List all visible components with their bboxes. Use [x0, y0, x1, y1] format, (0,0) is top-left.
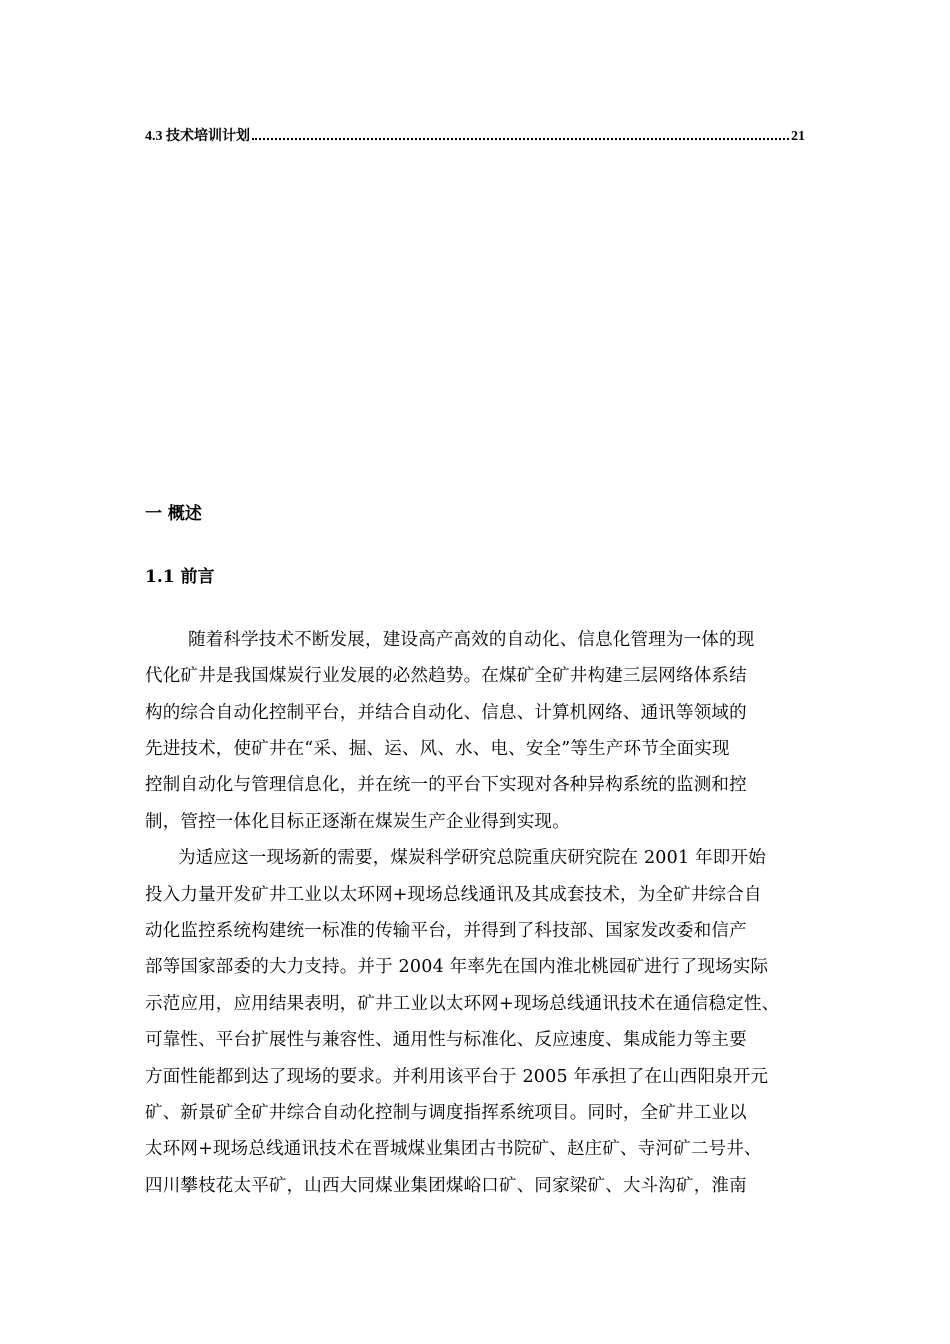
toc-entry-page-number: 21 — [791, 129, 805, 144]
paragraph-1-line: 构的综合自动化控制平台，并结合自动化、信息、计算机网络、通讯等领域的 — [145, 703, 747, 723]
toc-dot-leader — [252, 138, 789, 140]
paragraph-1-line: 先进技术，使矿井在“采、掘、运、风、水、电、安全”等生产环节全面实现 — [145, 739, 730, 759]
paragraph-2-line: 四川攀枝花太平矿，山西大同煤业集团煤峪口矿、同家梁矿、大斗沟矿，淮南 — [145, 1176, 747, 1196]
paragraph-2-line: 示范应用，应用结果表明，矿井工业以太环网+现场总线通讯技术在通信稳定性、 — [145, 994, 780, 1014]
chapter-heading: 一 概述 — [145, 504, 202, 524]
paragraph-1-line: 代化矿井是我国煤炭行业发展的必然趋势。在煤矿全矿井构建三层网络体系结 — [145, 666, 747, 686]
paragraph-2-line: 矿、新景矿全矿井综合自动化控制与调度指挥系统项目。同时，全矿井工业以 — [145, 1103, 747, 1123]
paragraph-2-line: 可靠性、平台扩展性与兼容性、通用性与标准化、反应速度、集成能力等主要 — [145, 1030, 747, 1050]
toc-entry-label: 4.3 技术培训计划 — [145, 129, 250, 144]
paragraph-2-line: 太环网+现场总线通讯技术在晋城煤业集团古书院矿、赵庄矿、寺河矿二号井、 — [145, 1139, 762, 1159]
paragraph-1-line: 制，管控一体化目标正逐渐在煤炭生产企业得到实现。 — [145, 812, 570, 832]
paragraph-1-line: 控制自动化与管理信息化，并在统一的平台下实现对各种异构系统的监测和控 — [145, 775, 747, 795]
paragraph-2-line: 部等国家部委的大力支持。并于 2004 年率先在国内淮北桃园矿进行了现场实际 — [145, 957, 769, 977]
toc-entry[interactable] — [145, 128, 805, 146]
paragraph-2-line: 动化监控系统构建统一标准的传输平台，并得到了科技部、国家发改委和信产 — [145, 921, 747, 941]
paragraph-2-line: 投入力量开发矿井工业以太环网+现场总线通讯及其成套技术，为全矿井综合自 — [145, 885, 762, 905]
paragraph-2-line: 为适应这一现场新的需要，煤炭科学研究总院重庆研究院在 2001 年即开始 — [178, 848, 766, 868]
section-heading: 1.1 前言 — [145, 567, 215, 587]
paragraph-2-line: 方面性能都到达了现场的要求。并利用该平台于 2005 年承担了在山西阳泉开元 — [145, 1067, 769, 1087]
paragraph-1-line: 随着科学技术不断发展，建设高产高效的自动化、信息化管理为一体的现 — [188, 630, 755, 650]
